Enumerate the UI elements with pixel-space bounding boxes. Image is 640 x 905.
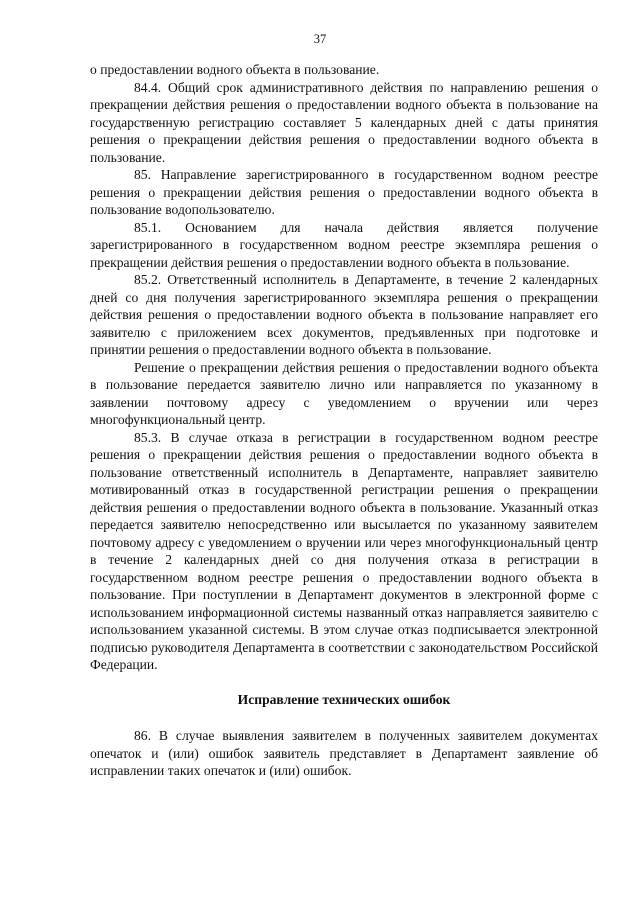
section-heading: Исправление технических ошибок xyxy=(237,691,451,707)
paragraph-86: 86. В случае выявления заявителем в полученных заявителем документах опечаток и (или) ошибок заявитель представляет в Департамент заявление об исправлении таких опечаток и (или) ошибок. xyxy=(90,728,598,778)
paragraph-continuation: о предоставлении водного объекта в пользование. xyxy=(90,62,380,77)
paragraph-85: 85. Направление зарегистрированного в государственном водном реестре решения о прекращении действия решения о предоставлении водного объекта в пользование водопользователю. xyxy=(90,167,598,217)
document-body xyxy=(90,61,598,780)
paragraph-85-3: 85.3. В случае отказа в регистрации в государственном водном реестре решения о прекращении действия решения о предоставлении водного объекта в пользование ответственный исполнитель в Департаменте, направляет заявителю мотивированный отказ в государственной регистрации решения о прекращении действия решения о предоставлении водного объекта в пользование. Указанный отказ передается заявителю непосредственно или высылается по указанному заявителем почтовому адресу с уведомлением о вручении или через многофункциональный центр в течение 2 календарных дней со дня получения отказа в регистрации в государственном водном реестре решения о предоставлении водного объекта в пользование. При поступлении в Департамент документов в электронной форме с использованием информационной системы названный отказ направляется заявителю с использованием указанной системы. В этом случае отказ подписывается электронной подписью руководителя Департамента в соответствии с законодательством Российской Федерации. xyxy=(90,429,598,672)
paragraph-85-2: 85.2. Ответственный исполнитель в Департаменте, в течение 2 календарных дней со дня получения зарегистрированного экземпляра решения о прекращении действия решения о предоставлении водного объекта в пользование направляет его заявителю с приложением всех документов, предъявленных при подготовке и принятии решения о предоставлении водного объекта в пользование. xyxy=(90,272,598,357)
page-number: 37 xyxy=(313,32,327,46)
paragraph-decision-delivery: Решение о прекращении действия решения о предоставлении водного объекта в пользование передается заявителю лично или направляется по указанному в заявлении почтовому адресу с уведомлением о вручении или через многофункциональный центр. xyxy=(90,359,598,427)
paragraph-85-1: 85.1. Основанием для начала действия является получение зарегистрированного в государственном водном реестре экземпляра решения о прекращении действия решения о предоставлении водного объекта в пользование. xyxy=(90,219,598,270)
paragraph-84-4: 84.4. Общий срок административного действия по направлению решения о прекращении действия решения о предоставлении водного объекта в пользование на государственную регистрацию составляет 5 календарных дней с даты принятия решения о прекращении действия решения о предоставлении водного объекта в пользование. xyxy=(90,79,598,165)
